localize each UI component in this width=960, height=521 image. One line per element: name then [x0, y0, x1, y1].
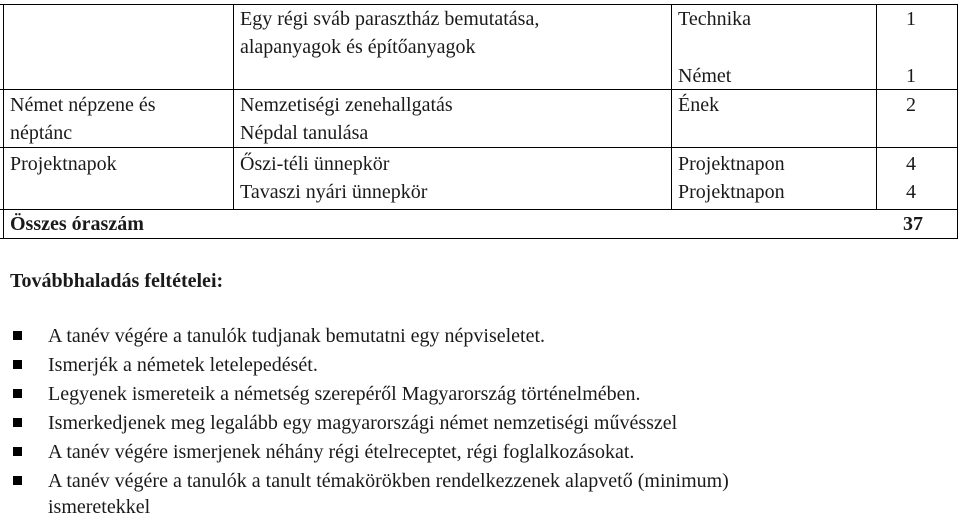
bullet-icon	[13, 360, 22, 369]
table-cell-subject: Projektnapon	[678, 181, 785, 203]
table-cell-topic: Egy régi sváb parasztház bemutatása,	[240, 8, 540, 30]
table-col-divider	[876, 4, 877, 210]
table-cell-hours: 2	[906, 94, 916, 116]
table-cell-topic: alapanyagok és építőanyagok	[240, 36, 476, 58]
bullet-icon	[13, 418, 22, 427]
conditions-heading: Továbbhaladás feltételei:	[10, 270, 224, 292]
table-border-bottom	[0, 238, 958, 239]
table-cell-area: Projektnapok	[10, 153, 117, 175]
bullet-icon	[13, 476, 22, 485]
table-row-divider	[0, 147, 958, 148]
table-cell-subject: Német	[678, 65, 732, 87]
table-cell-area: néptánc	[10, 122, 73, 144]
total-hours-label: Összes óraszám	[10, 213, 144, 235]
condition-item: A tanév végére a tanulók a tanult témakörökben rendelkezzenek alapvető (minimum)	[48, 470, 729, 492]
condition-item: Legyenek ismereteik a németség szerepéről Magyarország történelmében.	[48, 383, 641, 405]
table-border-right	[957, 4, 958, 239]
table-cell-subject: Ének	[678, 94, 720, 116]
table-cell-hours: 1	[906, 8, 916, 30]
table-cell-topic: Népdal tanulása	[240, 122, 369, 144]
table-cell-hours: 1	[906, 65, 916, 87]
table-col-divider	[233, 4, 234, 210]
condition-item: A tanév végére ismerjenek néhány régi ételreceptet, régi foglalkozásokat.	[48, 441, 635, 463]
condition-item-continuation: ismeretekkel	[48, 496, 151, 518]
table-border-left	[3, 4, 4, 239]
condition-item: Ismerjék a németek letelepedését.	[48, 354, 318, 376]
table-cell-hours: 4	[906, 181, 916, 203]
condition-item: Ismerkedjenek meg legalább egy magyarországi német nemzetiségi művésszel	[48, 412, 678, 434]
table-cell-topic: Tavaszi nyári ünnepkör	[240, 181, 428, 203]
table-cell-hours: 4	[906, 153, 916, 175]
total-hours-value: 37	[903, 213, 923, 235]
bullet-icon	[13, 331, 22, 340]
table-cell-subject: Projektnapon	[678, 153, 785, 175]
table-cell-subject: Technika	[678, 8, 752, 30]
table-cell-topic: Nemzetiségi zenehallgatás	[240, 94, 453, 116]
table-row-divider	[0, 89, 958, 90]
table-col-divider	[671, 4, 672, 210]
table-cell-area: Német népzene és	[10, 94, 156, 116]
bullet-icon	[13, 389, 22, 398]
bullet-icon	[13, 447, 22, 456]
condition-item: A tanév végére a tanulók tudjanak bemutatni egy népviseletet.	[48, 325, 546, 347]
table-cell-topic: Őszi-téli ünnepkör	[240, 153, 390, 175]
